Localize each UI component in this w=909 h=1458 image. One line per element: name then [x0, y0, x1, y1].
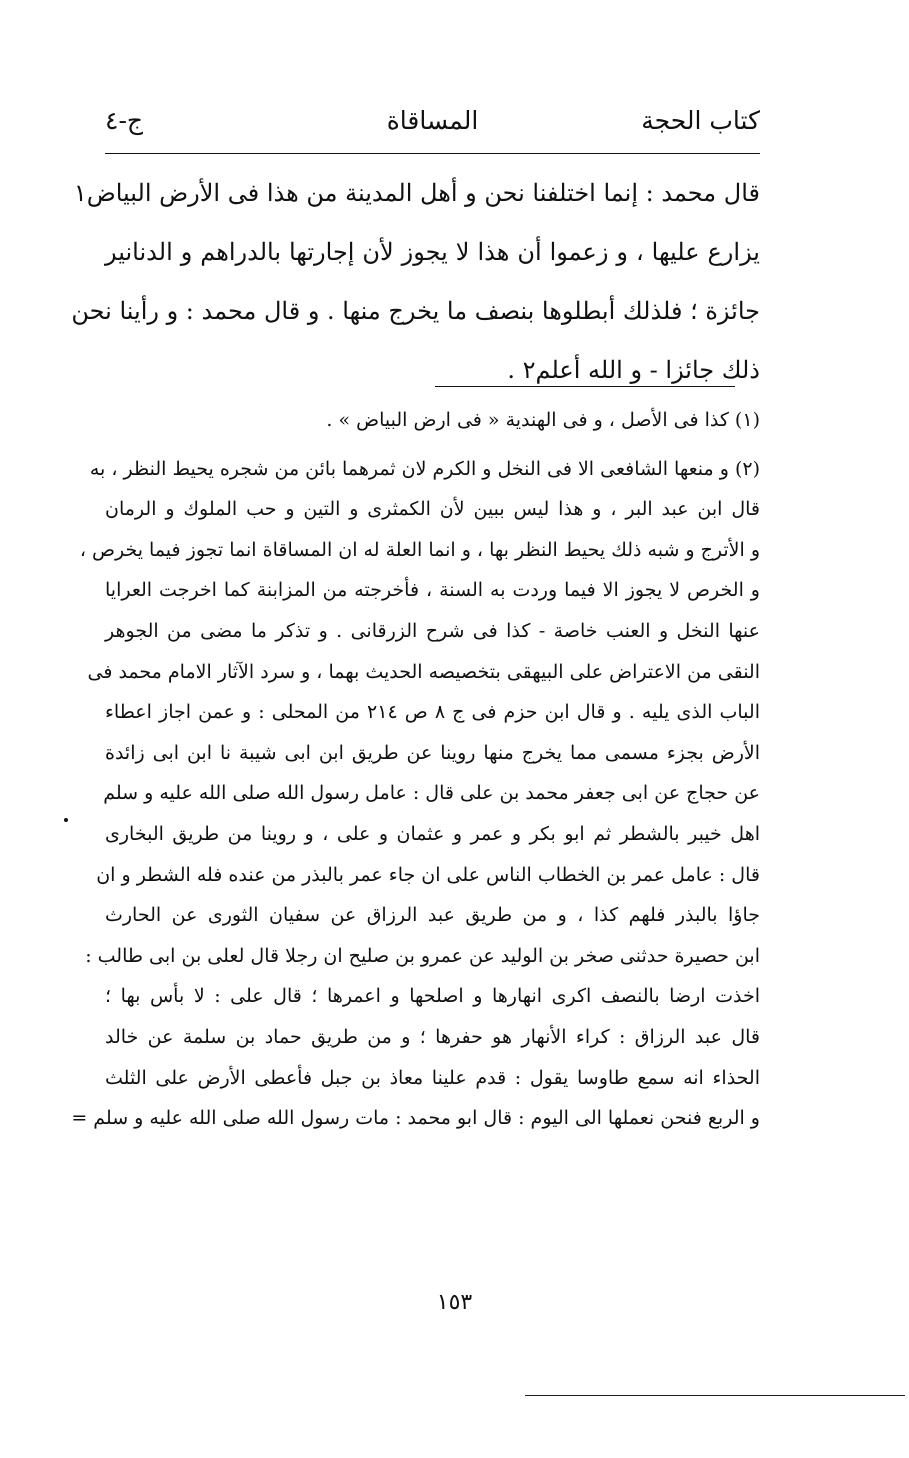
footnote-2-line: و الخرص لا يجوز الا فيما وردت به السنة ، فأخرجته من المزابنة كما اخرجت العرايا: [105, 579, 760, 602]
footnote-2-line: النقى من الاعتراض على البيهقى بتخصيصه الحديث بهما ، و سرد الآثار الامام محمد فى: [87, 660, 760, 683]
footnote-2-line: عن حجاج عن ابى جعفر محمد بن على قال : عامل رسول الله صلى الله عليه و سلم: [103, 782, 760, 805]
footnote-2-line: عنها النخل و العنب خاصة - كذا فى شرح الزرقانى . و تذكر ما مضى من الجوهر: [105, 619, 760, 642]
footnote-2-line: الباب الذى يليه . و قال ابن حزم فى ج ٨ ص ٢١٤ من المحلى : و عمن اجاز اعطاء: [105, 701, 760, 724]
main-text-line: جائزة ؛ فلذلك أبطلوها بنصف ما يخرج منها . و قال محمد : و رأينا نحن: [71, 297, 760, 325]
footnote-1: (١) كذا فى الأصل ، و فى الهندية « فى ارض البياض » .: [326, 409, 760, 431]
bottom-rule: [525, 1395, 905, 1396]
header-rule: [105, 153, 760, 154]
footnote-2-line: (٢) و منعها الشافعى الا فى النخل و الكرم لان ثمرهما بائن من شجره يحيط النظر ، به: [89, 457, 760, 480]
footnote-2-line: ابن حصيرة حدثنى صخر بن الوليد عن عمرو بن صليح ان رجلا قال لعلى بن ابى طالب :: [85, 944, 760, 967]
book-title: كتاب الحجة: [641, 106, 760, 135]
footnote-2-line: جاؤا بالبذر فلهم كذا ، و من طريق عبد الرزاق عن سفيان الثورى عن الحارث: [105, 904, 760, 927]
footnotes: [71, 400, 760, 1139]
main-text: [71, 164, 760, 400]
footnote-2-line: اهل خيبر بالشطر ثم ابو بكر و عمر و عثمان و على ، و روينا من طريق البخارى: [105, 822, 760, 845]
chapter-title: المساقاة: [386, 106, 479, 135]
volume-number: ج-٤: [105, 106, 144, 135]
footnote-2-line: الحذاء انه سمع طاوسا يقول : قدم علينا معاذ بن جبل فأعطى الأرض على الثلث: [105, 1066, 760, 1089]
footnote-2-line: و الأترج و شبه ذلك يحيط النظر بها ، و انما العلة له ان المساقاة انما تجوز فيما يخرص ،: [79, 538, 760, 561]
footnote-2-line: قال عبد الرزاق : كراء الأنهار هو حفرها ؛ و من طريق حماد بن سلمة عن خالد: [105, 1025, 760, 1048]
footnote-2-line: قال : عامل عمر بن الخطاب الناس على ان جاء عمر بالبذر من عنده فله الشطر و ان: [96, 863, 760, 886]
running-header: [105, 100, 760, 146]
page-number: ١٥٣: [436, 1290, 473, 1315]
main-text-line: قال محمد : إنما اختلفنا نحن و أهل المدينة من هذا فى الأرض البياض١: [73, 179, 760, 207]
main-text-line: يزارع عليها ، و زعموا أن هذا لا يجوز لأن إجارتها بالدراهم و الدنانير: [105, 238, 760, 266]
footnote-2-line: اخذت ارضا بالنصف اكرى انهارها و اصلحها و اعمرها ؛ قال على : لا بأس بها ؛: [105, 985, 760, 1008]
footnote-2-line: قال ابن عبد البر ، و هذا ليس ببين لأن الكمثرى و التين و حب الملوك و الرمان: [105, 498, 760, 521]
footnote-2-line: الأرض بجزء مسمى مما يخرج منها روينا عن طريق ابن ابى شيبة نا ابن ابى زائدة: [105, 741, 760, 764]
main-text-line: ذلك جائزا - و الله أعلم٢ .: [507, 356, 760, 384]
footnote-2-line: و الربع فنحن نعملها الى اليوم : قال ابو محمد : مات رسول الله صلى الله عليه و سلم =: [71, 1107, 760, 1130]
margin-mark: [64, 818, 68, 822]
footnote-rule: [435, 386, 735, 387]
